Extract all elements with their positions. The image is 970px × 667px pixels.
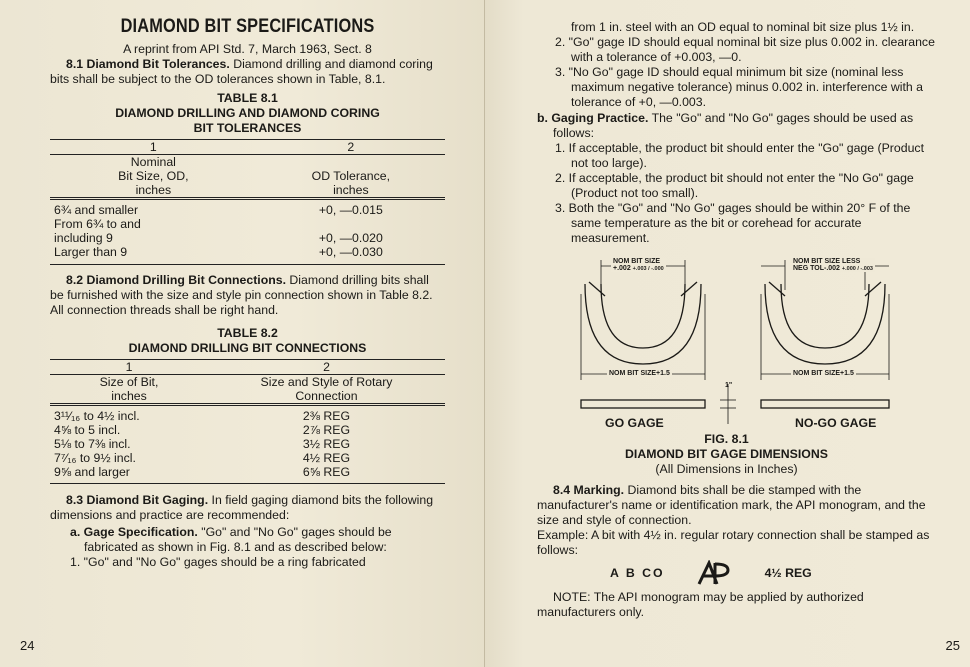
table-row: [50, 199, 445, 218]
table-row: [50, 245, 445, 265]
connection-cell: 2⅞ REG: [302, 423, 351, 437]
table-8-1: [50, 139, 445, 265]
practice-item-2: 2. If acceptable, the product bit should not enter the "No Go" gage (Product not too small).: [555, 171, 914, 200]
section-8-2: [50, 273, 445, 318]
gage-item-3: 3. "No Go" gage ID should equal minimum bit size (nominal less maximum negative tolerance) minus 0.002 in. interference with a tolerance of +0, —0.003.: [555, 65, 923, 109]
page-title: DIAMOND BIT SPECIFICATIONS: [120, 16, 375, 37]
table-8-2-label: TABLE 8.2: [217, 326, 278, 340]
dimension-text: NOM BIT SIZE: [613, 258, 661, 265]
bit-size-cell: 7⁷⁄₁₆ to 9½ incl.: [54, 451, 136, 465]
go-gage-plate: [581, 400, 705, 408]
header-line: Size and Style of Rotary: [260, 375, 393, 389]
table-cell: 6¾ and smaller: [54, 203, 139, 217]
stamp-manufacturer: A B CO: [610, 566, 665, 580]
column-header: [50, 375, 208, 405]
table-cell: +0, —0.030: [318, 245, 383, 259]
header-line: OD Tolerance,: [311, 169, 391, 183]
bit-size-cell: 3¹¹⁄₁₆ to 4½ incl.: [54, 409, 140, 423]
table-row: [50, 423, 445, 437]
header-line: inches: [135, 183, 172, 197]
go-top-dimension: [611, 258, 666, 272]
nogo-top-dimension: [791, 258, 875, 272]
column-number: 2: [323, 360, 330, 374]
go-bottom-dimension: NOM BIT SIZE+1.5: [609, 370, 670, 377]
figure-caption: [515, 432, 938, 477]
nogo-gage-ring: [765, 284, 885, 364]
table-8-1-name-2: BIT TOLERANCES: [193, 121, 302, 135]
gage-specification: [50, 525, 445, 555]
table-8-1-name: DIAMOND DRILLING AND DIAMOND CORING: [115, 106, 380, 120]
section-8-3: [50, 493, 445, 523]
header-line: Bit Size, OD,: [118, 169, 189, 183]
api-note: NOTE: The API monogram may be applied by authorized manufacturers only.: [537, 590, 864, 619]
stamp-example: [515, 560, 938, 586]
table-row: [50, 231, 445, 245]
nogo-gage-label: NO-GO GAGE: [795, 416, 877, 430]
gaging-practice-heading: b. Gaging Practice.: [537, 111, 649, 125]
table-8-2: [50, 359, 445, 484]
nogo-gage-plate: [761, 400, 889, 408]
nogo-bottom-dimension: NOM BIT SIZE+1.5: [793, 370, 854, 377]
gage-item-1: 1. "Go" and "No Go" gages should be a ring fabricated: [70, 555, 366, 569]
dimension-text: +.002 +.003 / -.000: [613, 265, 664, 272]
go-gage-ring: [585, 284, 701, 364]
go-gage-ring-inner: [601, 284, 685, 348]
column-number: 1: [125, 360, 133, 374]
column-header: [257, 155, 445, 199]
gage-specification-heading: a. Gage Specification.: [70, 525, 198, 539]
header-line: Nominal: [130, 155, 176, 169]
section-8-1-text: Diamond drilling and diamond coring bits shall be subject to the OD tolerances shown in Table, 8.1.: [50, 57, 433, 86]
table-row: [50, 451, 445, 465]
column-header: [50, 155, 257, 199]
nogo-gage-ring-inner: [781, 284, 869, 348]
connection-cell: 2⅜ REG: [302, 409, 351, 423]
gaging-practice-text: The "Go" and "No Go" gages should be used as follows:: [553, 111, 914, 140]
connection-cell: 3½ REG: [302, 437, 351, 451]
table-8-2-name: DIAMOND DRILLING BIT CONNECTIONS: [128, 341, 367, 355]
marking-example: Example: A bit with 4½ in. regular rotary connection shall be stamped as follows:: [537, 528, 930, 557]
table-cell: including 9: [54, 231, 113, 245]
reprint-note: A reprint from API Std. 7, March 1963, Sect. 8: [123, 42, 372, 56]
column-header: [208, 375, 445, 405]
practice-item-3: 3. Both the "Go" and "No Go" gages should be within 20° F of the same temperature as the bit or corehead for accurate measurement.: [555, 201, 911, 245]
page-number: 25: [945, 638, 960, 653]
section-8-4-heading: 8.4 Marking.: [553, 483, 625, 497]
table-cell: From 6¾ to and: [54, 217, 141, 231]
column-number: 1: [149, 140, 157, 154]
section-8-1: [50, 57, 445, 87]
table-8-1-label: TABLE 8.1: [217, 91, 278, 105]
bit-size-cell: 5⅛ to 7⅜ incl.: [54, 437, 131, 451]
connection-cell: 4½ REG: [302, 451, 351, 465]
stamp-connection: 4½ REG: [764, 566, 812, 580]
page-number: 24: [20, 638, 35, 653]
gaging-practice: [537, 111, 938, 141]
section-8-3-text: In field gaging diamond bits the following dimensions and practice are recommended:: [50, 493, 434, 522]
table-8-2-title: [50, 326, 445, 356]
table-row: [50, 217, 445, 231]
dimension-text: NOM BIT SIZE LESS: [793, 258, 861, 265]
api-monogram-icon: [695, 560, 731, 586]
go-gage-label: GO GAGE: [605, 416, 664, 430]
right-page: [485, 0, 970, 667]
dimension-text: NEG TOL-.002 +.000 / -.003: [793, 265, 873, 272]
table-cell: +0, —0.015: [318, 203, 383, 217]
bit-size-cell: 4⅝ to 5 incl.: [54, 423, 121, 437]
gage-drawing: [515, 254, 935, 434]
thickness-dimension: 1": [725, 382, 733, 389]
section-8-1-heading: 8.1 Diamond Bit Tolerances.: [66, 57, 230, 71]
column-number: 2: [347, 140, 355, 154]
header-line: inches: [333, 183, 369, 197]
practice-item-1: 1. If acceptable, the product bit should enter the "Go" gage (Product not too large).: [555, 141, 924, 170]
figure-title: DIAMOND BIT GAGE DIMENSIONS: [625, 447, 828, 461]
figure-subtitle: (All Dimensions in Inches): [655, 462, 798, 476]
connection-cell: 6⅝ REG: [302, 465, 351, 479]
gage-item-2: 2. "Go" gage ID should equal nominal bit size plus 0.002 in. clearance with a tolerance of +0.003, —0.: [555, 35, 935, 64]
table-cell: +0, —0.020: [318, 231, 383, 245]
gage-item-1-continued: from 1 in. steel with an OD equal to nominal bit size plus 1½ in.: [571, 20, 915, 34]
section-8-2-text: Diamond drilling bits shall be furnished with the size and style pin connection shown in Table 8.2. All connection threads shall be right hand.: [50, 273, 433, 317]
section-8-2-heading: 8.2 Diamond Drilling Bit Connections.: [66, 273, 286, 287]
figure-number: FIG. 8.1: [704, 432, 749, 446]
header-line: Size of Bit,: [99, 375, 159, 389]
table-row: [50, 465, 445, 479]
section-8-3-heading: 8.3 Diamond Bit Gaging.: [66, 493, 209, 507]
figure-8-1: [515, 254, 935, 434]
table-row: [50, 437, 445, 451]
table-cell: Larger than 9: [54, 245, 128, 259]
bit-size-cell: 9⅝ and larger: [54, 465, 130, 479]
section-8-4-text: Diamond bits shall be die stamped with the manufacturer's name or identification mark, the API monogram, and the size and style of connection.: [537, 483, 926, 527]
gage-specification-text: "Go" and "No Go" gages should be fabricated as shown in Fig. 8.1 and as described below:: [84, 525, 392, 554]
table-8-1-title: [50, 91, 445, 136]
header-line: inches: [111, 389, 147, 403]
section-8-4: [537, 483, 938, 528]
table-row: [50, 405, 445, 424]
header-line: Connection: [295, 389, 358, 403]
